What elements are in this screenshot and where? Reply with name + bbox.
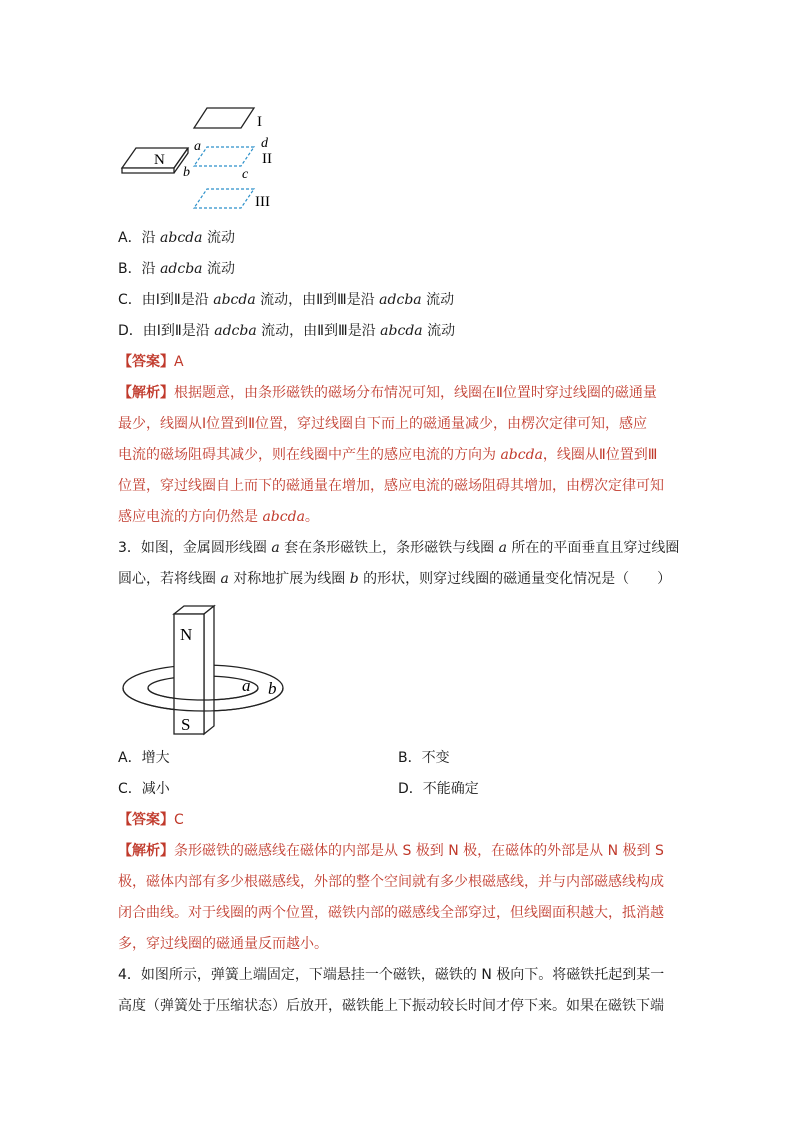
- q3-stem-line-1: 3．如图，金属圆形线圈 a 套在条形磁铁上，条形磁铁与线圈 a 所在的平面垂直且穿过线圈: [118, 540, 680, 556]
- q2-option-a: A．沿 abcda 流动: [118, 230, 235, 246]
- q3-analysis-line-4: 多，穿过线圈的磁通量反而越小。: [118, 936, 328, 952]
- figure-magnet-loops: [118, 100, 288, 215]
- n-pole-label-2: N: [180, 625, 193, 644]
- q3-analysis-line-1: 【解析】条形磁铁的磁感线在磁体的内部是从 S 极到 N 极，在磁体的外部是从 N 极到 S: [118, 843, 664, 859]
- label-roman-1: I: [257, 114, 262, 130]
- q3-analysis-line-3: 闭合曲线。对于线圈的两个位置，磁铁内部的磁感线全部穿过，但线圈面积越大，抵消越: [118, 905, 664, 921]
- q4-stem-line-2: 高度（弹簧处于压缩状态）后放开，磁铁能上下振动较长时间才停下来。如果在磁铁下端: [118, 998, 664, 1014]
- q3-stem-line-2: 圆心，若将线圈 a 对称地扩展为线圈 b 的形状，则穿过线圈的磁通量变化情况是（ ）: [118, 571, 672, 587]
- label-a: a: [194, 139, 201, 154]
- label-roman-3: III: [255, 194, 270, 210]
- label-b2: b: [268, 679, 277, 698]
- label-a2: a: [242, 676, 251, 695]
- s-pole-label: S: [181, 715, 191, 734]
- q2-answer: 【答案】A: [118, 354, 184, 370]
- label-roman-2: II: [262, 151, 272, 167]
- q2-option-b: B．沿 adcba 流动: [118, 261, 235, 277]
- bar-magnet-vertical: [174, 606, 214, 734]
- q3-analysis-line-2: 极，磁体内部有多少根磁感线，外部的整个空间就有多少根磁感线，并与内部磁感线构成: [118, 874, 664, 890]
- loop-position-1: [194, 108, 254, 128]
- label-b: b: [183, 165, 190, 180]
- label-c: c: [242, 167, 249, 182]
- q3-option-b: B．不变: [398, 750, 450, 766]
- q3-option-a: A．增大: [118, 750, 170, 766]
- loop-position-3: [194, 189, 254, 208]
- label-d: d: [261, 136, 268, 151]
- loop-position-2: [194, 147, 254, 166]
- bar-magnet: [122, 148, 188, 173]
- q3-answer: 【答案】C: [118, 812, 184, 828]
- q2-analysis-line-2: 最少，线圈从Ⅰ位置到Ⅱ位置，穿过线圈自下而上的磁通量减少，由楞次定律可知，感应: [118, 416, 648, 432]
- q3-option-d: D．不能确定: [398, 781, 479, 797]
- q3-option-c: C．减小: [118, 781, 170, 797]
- q2-analysis-line-5: 感应电流的方向仍然是 abcda。: [118, 509, 319, 525]
- q4-stem-line-1: 4．如图所示，弹簧上端固定，下端悬挂一个磁铁，磁铁的 N 极向下。将磁铁托起到某一: [118, 967, 665, 983]
- n-pole-label: N: [154, 152, 165, 168]
- q2-analysis-line-4: 位置，穿过线圈自上而下的磁通量在增加，感应电流的磁场阻碍其增加，由楞次定律可知: [118, 478, 664, 494]
- q2-analysis-line-1: 【解析】根据题意，由条形磁铁的磁场分布情况可知，线圈在Ⅱ位置时穿过线圈的磁通量: [118, 385, 657, 401]
- q2-analysis-line-3: 电流的磁场阻碍其减少，则在线圈中产生的感应电流的方向为 abcda，线圈从Ⅱ位置到Ⅲ: [118, 447, 658, 463]
- figure-magnet-coils: [118, 604, 288, 740]
- q2-option-c: C．由Ⅰ到Ⅱ是沿 abcda 流动，由Ⅱ到Ⅲ是沿 adcba 流动: [118, 292, 455, 308]
- q2-option-d: D．由Ⅰ到Ⅱ是沿 adcba 流动，由Ⅱ到Ⅲ是沿 abcda 流动: [118, 323, 456, 339]
